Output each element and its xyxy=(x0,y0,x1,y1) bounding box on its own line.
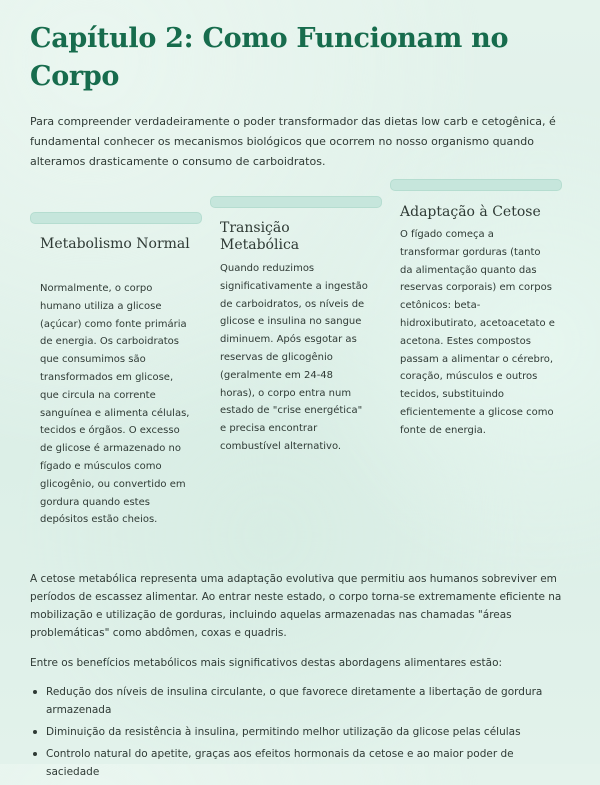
cetose-paragraph: A cetose metabólica representa uma adaptação evolutiva que permitiu aos humanos sobreviver em períodos de escassez alimentar. Ao entrar neste estado, o corpo torna-se extremamente eficiente na mobilização e utilização de gorduras, incluindo aquelas armazenadas nas chamadas "áreas problemáticas" como abdômen, coxas e quadris. xyxy=(30,573,562,639)
card-accent-bar xyxy=(210,196,382,208)
card-accent-bar xyxy=(30,212,202,224)
list-item xyxy=(30,745,570,781)
bullet-icon xyxy=(33,690,37,694)
list-item xyxy=(30,723,570,741)
list-item-text: Controlo natural do apetite, graças aos efeitos hormonais da cetose e ao maior poder de saciedade xyxy=(46,748,514,778)
intro-paragraph: Para compreender verdadeiramente o poder transformador das dietas low carb e cetogênica, é fundamental conhecer os mecanismos biológicos que ocorrem no nosso organismo quando alteramos drasticamente o consumo de carboidratos. xyxy=(30,115,556,168)
card-text: Normalmente, o corpo humano utiliza a glicose (açúcar) como fonte primária de energia. Os carboidratos que consumimos são transformados em glicose, que circula na corrente sanguínea e alimenta células, tecidos e órgãos. O excesso de glicose é armazenado no fígado e músculos como glicogênio, ou convertido em gordura quando estes depósitos estão cheios. xyxy=(40,283,190,526)
benefits-list xyxy=(30,683,570,785)
card-heading: Transição Metabólica xyxy=(220,220,300,253)
page-title: Capítulo 2: Como Funcionam no Corpo xyxy=(30,23,509,92)
bullet-icon xyxy=(33,752,37,756)
card-text: Quando reduzimos significativamente a ingestão de carboidratos, os níveis de glicose e insulina no sangue diminuem. Após esgotar as reservas de glicogênio (geralmente em 24-48 horas), o corpo entra num estado de "crise energética" e precisa encontrar combustível alternativo. xyxy=(220,263,368,452)
card-accent-bar xyxy=(390,179,562,191)
list-item-text: Redução dos níveis de insulina circulante, o que favorece diretamente a libertação de gordura armazenada xyxy=(46,686,543,716)
bullet-icon xyxy=(33,730,37,734)
card-text: O fígado começa a transformar gorduras (tanto da alimentação quanto das reservas corporais) em corpos cetônicos: beta-hidroxibutirato, acetoacetato e acetona. Estes compostos passam a alimentar o cérebro, coração, músculos e outros tecidos, substituindo eficientemente a glicose como fonte de energia. xyxy=(400,229,555,436)
list-item-text: Diminuição da resistência à insulina, permitindo melhor utilização da glicose pelas células xyxy=(46,726,521,738)
card-heading: Metabolismo Normal xyxy=(40,236,190,252)
benefits-intro: Entre os benefícios metabólicos mais significativos destas abordagens alimentares estão: xyxy=(30,657,503,669)
card-heading: Adaptação à Cetose xyxy=(400,204,541,220)
list-item xyxy=(30,683,570,719)
